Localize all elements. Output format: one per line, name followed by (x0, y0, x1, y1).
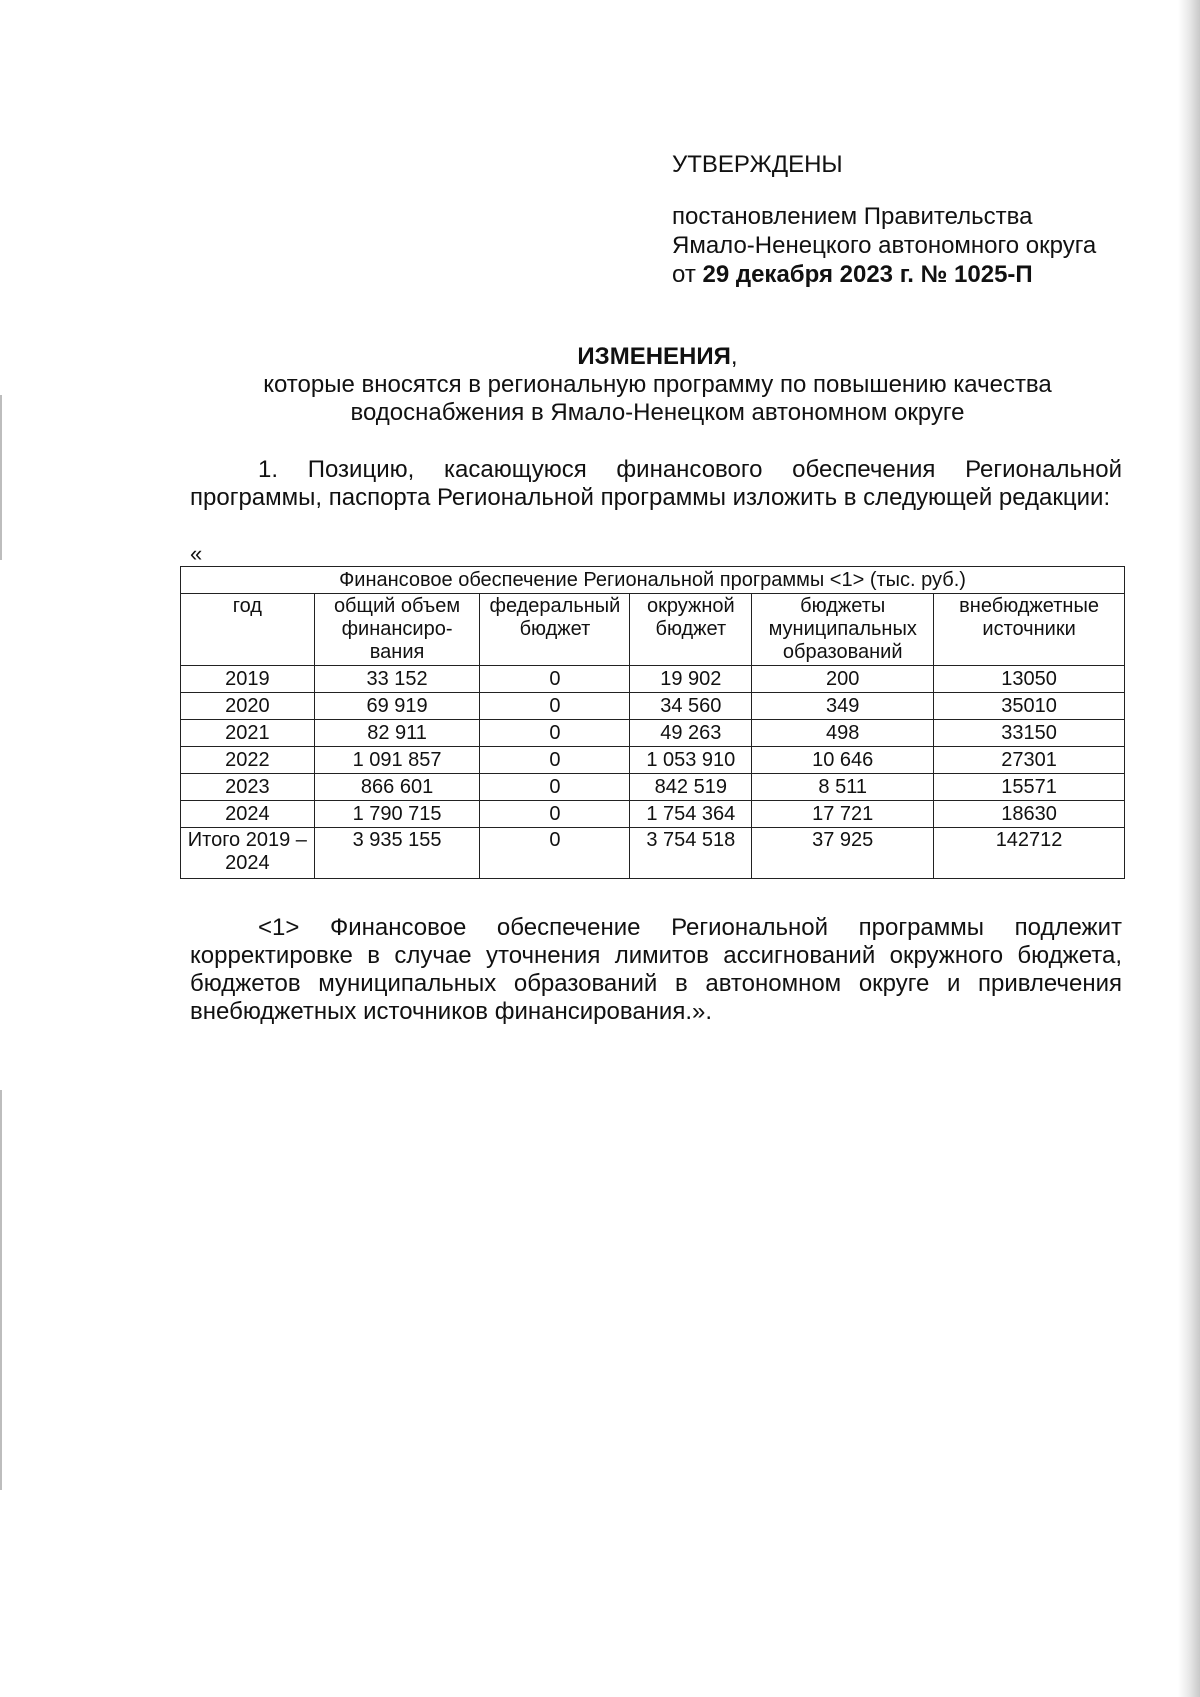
table-cell: 866 601 (314, 774, 480, 801)
table-row (181, 774, 1125, 801)
table-cell: 3 935 155 (314, 828, 480, 879)
approval-line: Ямало-Ненецкого автономного округа (672, 232, 1097, 259)
table-cell: 34 560 (630, 693, 752, 720)
table-cell: 842 519 (630, 774, 752, 801)
table-row (181, 720, 1125, 747)
table-cell: 1 790 715 (314, 801, 480, 828)
table-cell: 10 646 (752, 747, 934, 774)
financing-table (180, 566, 1125, 879)
table-cell: 1 754 364 (630, 801, 752, 828)
table-header-row (181, 594, 1125, 666)
table-cell: 3 754 518 (630, 828, 752, 879)
table-cell: 49 263 (630, 720, 752, 747)
table-cell: 27301 (934, 747, 1125, 774)
table-cell: 2023 (181, 774, 315, 801)
table-cell: 2020 (181, 693, 315, 720)
table-cell: 1 091 857 (314, 747, 480, 774)
heading-subtitle: водоснабжения в Ямало-Ненецком автономном округе (350, 399, 965, 426)
table-caption-row (181, 567, 1125, 594)
table-cell: 0 (480, 747, 630, 774)
table-cell: 33 152 (314, 666, 480, 693)
table-cell: 15571 (934, 774, 1125, 801)
table-cell: 0 (480, 828, 630, 879)
table-cell: 0 (480, 720, 630, 747)
table-cell: 2019 (181, 666, 315, 693)
table-caption: Финансовое обеспечение Региональной программы <1> (тыс. руб.) (181, 567, 1125, 594)
table-cell: 82 911 (314, 720, 480, 747)
approval-date-prefix: от (672, 261, 696, 288)
heading-title: ИЗМЕНЕНИЯ (577, 343, 731, 370)
opening-quote: « (190, 541, 203, 566)
approval-date-line (672, 260, 1132, 289)
heading-title-line (190, 343, 1125, 371)
footnote-paragraph: <1> Финансовое обеспечение Региональной программы подлежит корректировке в случае уточнения лимитов ассигнований окружного бюджета, бюджетов муниципальных образований в автономном округе и привлечения внебюджетных источников финансирования.». (190, 914, 1122, 1025)
table-cell: 18630 (934, 801, 1125, 828)
table-cell: 33150 (934, 720, 1125, 747)
table-cell: 0 (480, 666, 630, 693)
approval-block (672, 150, 1132, 289)
table-row (181, 666, 1125, 693)
table-cell: 142712 (934, 828, 1125, 879)
table-row (181, 693, 1125, 720)
table-cell: 200 (752, 666, 934, 693)
column-header: общий объем финансиро- вания (314, 594, 480, 666)
paragraph-1: 1. Позицию, касающуюся финансового обеспечения Региональной программы, паспорта Региональной программы изложить в следующей редакции: (190, 456, 1122, 511)
column-header: год (181, 594, 315, 666)
scan-margin-mark (0, 395, 2, 560)
table-total-row (181, 828, 1125, 879)
heading-title-comma: , (730, 343, 738, 370)
table-cell: 37 925 (752, 828, 934, 879)
heading-subtitle: которые вносятся в региональную программу по повышению качества (263, 371, 1052, 398)
column-header: бюджеты муниципальных образований (752, 594, 934, 666)
table-cell: 0 (480, 801, 630, 828)
table-cell: 0 (480, 774, 630, 801)
table-cell: 69 919 (314, 693, 480, 720)
scan-margin-mark (0, 1090, 2, 1490)
column-header: окружной бюджет (630, 594, 752, 666)
table-cell: 2022 (181, 747, 315, 774)
table-row (181, 801, 1125, 828)
table-cell: 349 (752, 693, 934, 720)
table-cell: 35010 (934, 693, 1125, 720)
table-cell: 8 511 (752, 774, 934, 801)
table-row (181, 747, 1125, 774)
table-cell: 17 721 (752, 801, 934, 828)
table-cell: 498 (752, 720, 934, 747)
table-cell: 1 053 910 (630, 747, 752, 774)
column-header: федеральный бюджет (480, 594, 630, 666)
approval-line: постановлением Правительства (672, 203, 1033, 230)
table-cell: 0 (480, 693, 630, 720)
document-heading (190, 343, 1125, 427)
table-cell: Итого 2019 – 2024 (181, 828, 315, 879)
approval-title: УТВЕРЖДЕНЫ (672, 151, 843, 178)
approval-date: 29 декабря 2023 г. № 1025-П (702, 261, 1033, 288)
column-header: внебюджетные источники (934, 594, 1125, 666)
table-cell: 19 902 (630, 666, 752, 693)
page-edge-shadow (1178, 0, 1200, 1697)
table-cell: 2021 (181, 720, 315, 747)
table-cell: 2024 (181, 801, 315, 828)
table-cell: 13050 (934, 666, 1125, 693)
